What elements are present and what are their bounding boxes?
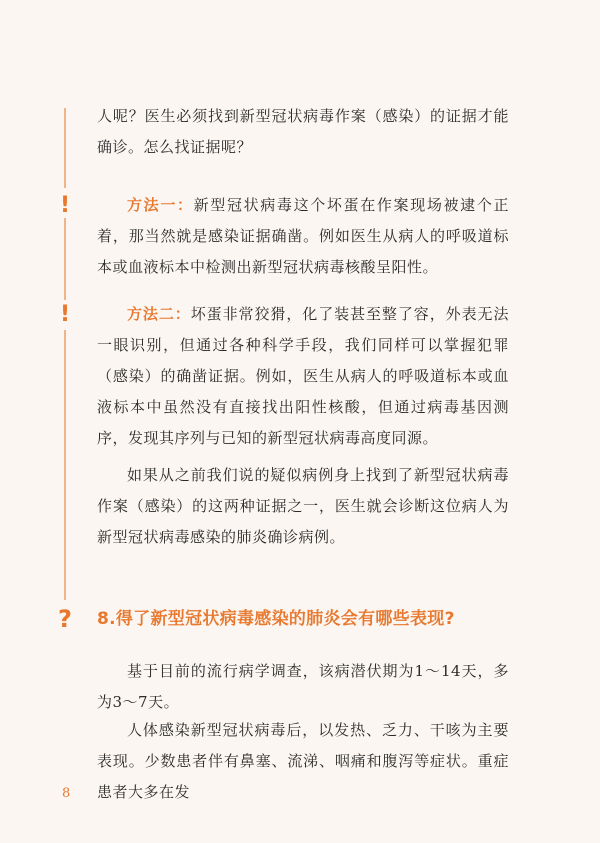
incubation-paragraph: 基于目前的流行病学调查，该病潜伏期为1～14天，多为3～7天。	[97, 662, 509, 711]
method-one-paragraph	[97, 190, 509, 283]
method-two-body: 坏蛋非常狡猾，化了装甚至整了容，外表无法一眼识别，但通过各种科学手段，我们同样可以掌握犯罪（感染）的确凿证据。例如，医生从病人的呼吸道标本或血液标本中虽然没有直接找出阳性核酸，但通过病毒基因测序，发现其序列与已知的新型冠状病毒高度同源。	[97, 305, 509, 447]
conclusion-paragraph: 如果从之前我们说的疑似病例身上找到了新型冠状病毒作案（感染）的这两种证据之一，医生就会诊断这位病人为新型冠状病毒感染的肺炎确诊病例。	[97, 466, 509, 546]
method-two-lead: 方法二：	[127, 305, 191, 323]
exclamation-icon: !	[56, 304, 74, 326]
section-heading: 8.得了新型冠状病毒感染的肺炎会有哪些表现?	[97, 609, 455, 629]
page-number: 8	[62, 786, 71, 801]
margin-rule	[64, 108, 66, 188]
question-icon: ?	[56, 607, 74, 631]
margin-rule	[64, 218, 66, 300]
margin-rule	[64, 330, 66, 600]
exclamation-icon: !	[56, 195, 74, 217]
intro-paragraph: 人呢？医生必须找到新型冠状病毒作案（感染）的证据才能确诊。怎么找证据呢？	[97, 107, 509, 156]
method-one-lead: 方法一：	[127, 196, 194, 214]
symptoms-paragraph: 人体感染新型冠状病毒后，以发热、乏力、干咳为主要表现。少数患者伴有鼻塞、流涕、咽痛和腹泻等症状。重症患者大多在发	[97, 721, 509, 801]
method-one-body: 新型冠状病毒这个坏蛋在作案现场被逮个正着，那当然就是感染证据确凿。例如医生从病人的呼吸道标本或血液标本中检测出新型冠状病毒核酸呈阳性。	[97, 196, 509, 276]
method-two-paragraph	[97, 299, 509, 454]
